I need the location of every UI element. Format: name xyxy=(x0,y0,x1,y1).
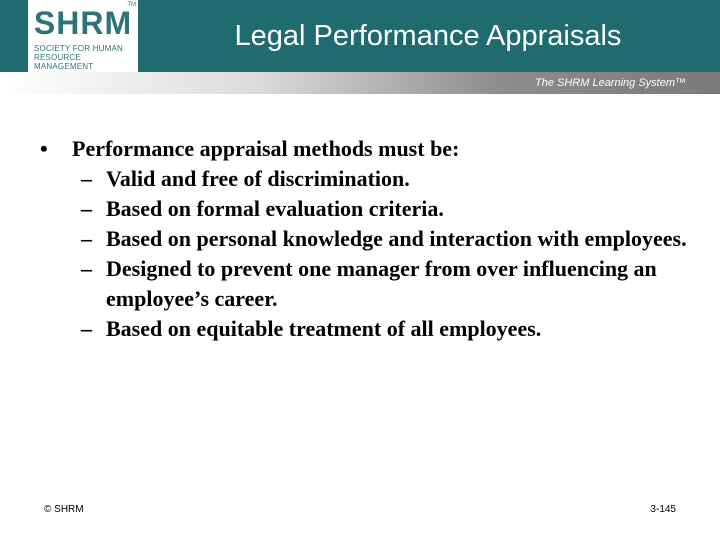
sub-bullet-text: Based on equitable treatment of all employees. xyxy=(106,316,542,341)
sub-bullet-item xyxy=(40,254,700,314)
sub-bullet-item xyxy=(40,224,700,254)
shrm-logo xyxy=(28,0,138,72)
sub-bullet-item xyxy=(40,194,700,224)
sub-bullet-text: Valid and free of discrimination. xyxy=(106,166,410,191)
bullet-item xyxy=(40,134,700,164)
slide-content xyxy=(40,134,700,344)
sub-bullet-text: Based on personal knowledge and interaction with employees. xyxy=(106,226,687,251)
sub-bullet-list xyxy=(40,164,700,344)
logo-subtitle: SOCIETY FOR HUMAN RESOURCE MANAGEMENT xyxy=(34,44,124,71)
sub-bullet-text: Based on formal evaluation criteria. xyxy=(106,196,444,221)
header-bar xyxy=(0,0,720,72)
copyright-footer: © SHRM xyxy=(44,504,84,515)
tagline: The SHRM Learning System™ xyxy=(535,77,686,89)
trademark-mark: TM xyxy=(127,2,136,8)
dash-icon: – xyxy=(81,316,92,341)
dash-icon: – xyxy=(81,226,92,251)
bullet-icon: • xyxy=(40,136,48,161)
slide-title: Legal Performance Appraisals xyxy=(234,20,622,52)
dash-icon: – xyxy=(81,256,92,281)
sub-bullet-item xyxy=(40,314,700,344)
sub-bullet-item xyxy=(40,164,700,194)
sub-bullet-text: Designed to prevent one manager from over influencing an employee’s career. xyxy=(106,256,657,311)
bullet-lead-text: Performance appraisal methods must be: xyxy=(72,136,460,161)
dash-icon: – xyxy=(81,196,92,221)
dash-icon: – xyxy=(81,166,92,191)
page-number: 3-145 xyxy=(650,504,676,515)
logo-mark: SHRM xyxy=(33,5,133,41)
